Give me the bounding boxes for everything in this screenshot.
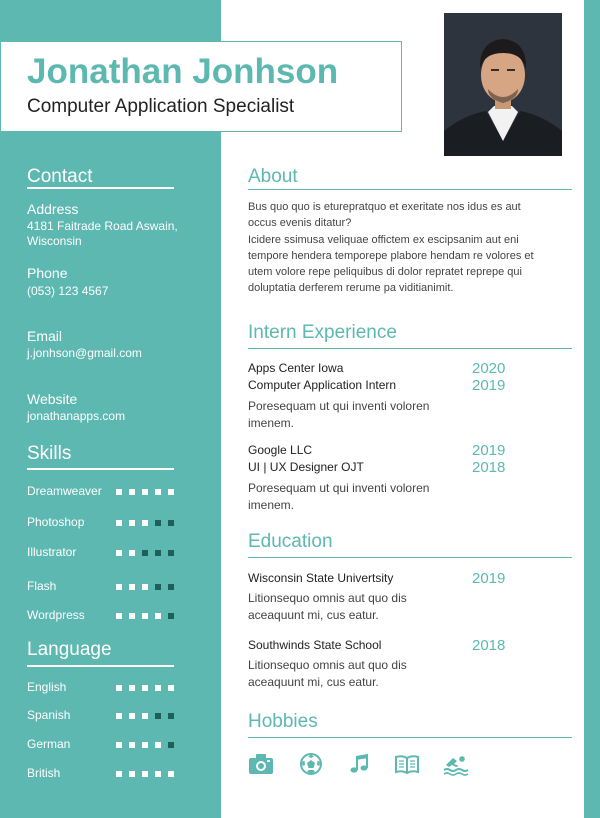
language-heading: Language	[27, 639, 112, 660]
rating-dot-filled	[168, 489, 174, 495]
skill-rating	[116, 613, 176, 619]
rating-dot-filled	[142, 771, 148, 777]
phone-value: (053) 123 4567	[27, 284, 109, 298]
about-line: Bus quo quo is eturepratquo et exeritate nos idus es aut	[248, 201, 521, 213]
address-line2: Wisconsin	[27, 234, 82, 248]
language-rating	[116, 685, 176, 691]
rating-dot-empty	[168, 742, 174, 748]
experience-desc-line: imenem.	[248, 498, 295, 512]
language-name: German	[27, 737, 71, 751]
experience-year-start: 2019	[472, 377, 506, 394]
rating-dot-filled	[116, 685, 122, 691]
experience-heading: Intern Experience	[248, 322, 397, 343]
rating-dot-filled	[168, 685, 174, 691]
swimming-icon	[443, 752, 469, 776]
about-line: utem volore repe peliquibus di dolor repratet reprepe qui	[248, 266, 522, 278]
person-name: Jonathan Jonhson	[27, 52, 339, 91]
experience-divider	[248, 348, 572, 349]
rating-dot-filled	[129, 771, 135, 777]
education-year: 2019	[472, 570, 506, 587]
language-rating	[116, 742, 176, 748]
education-school: Southwinds State School	[248, 638, 382, 652]
experience-company: Google LLC	[248, 443, 313, 457]
experience-company: Apps Center Iowa	[248, 361, 344, 375]
rating-dot-filled	[129, 550, 135, 556]
address-label: Address	[27, 201, 79, 217]
skill-rating	[116, 520, 176, 526]
language-name: Spanish	[27, 708, 71, 722]
rating-dot-filled	[129, 685, 135, 691]
music-note-icon	[347, 752, 373, 776]
education-desc-line: Litionsequo omnis aut quo dis	[248, 591, 407, 605]
skill-name: Dreamweaver	[27, 484, 102, 498]
education-school: Wisconsin State Univertsity	[248, 571, 394, 585]
education-year: 2018	[472, 637, 506, 654]
rating-dot-empty	[155, 713, 161, 719]
rating-dot-filled	[142, 489, 148, 495]
hobbies-divider	[248, 737, 572, 738]
person-portrait-icon	[444, 13, 562, 156]
rating-dot-filled	[116, 713, 122, 719]
rating-dot-filled	[155, 771, 161, 777]
experience-role: UI | UX Designer OJT	[248, 460, 364, 474]
website-label: Website	[27, 391, 78, 407]
experience-year-end: 2020	[472, 360, 506, 377]
rating-dot-filled	[142, 685, 148, 691]
rating-dot-filled	[129, 520, 135, 526]
rating-dot-filled	[116, 584, 122, 590]
skill-name: Photoshop	[27, 515, 85, 529]
language-rating	[116, 713, 176, 719]
about-line: tempore hendera temporepe plabore hendam re volores et	[248, 250, 534, 262]
rating-dot-empty	[168, 584, 174, 590]
website-value[interactable]: jonathanapps.com	[27, 409, 126, 423]
rating-dot-filled	[116, 550, 122, 556]
rating-dot-filled	[129, 489, 135, 495]
skills-heading: Skills	[27, 443, 72, 464]
rating-dot-filled	[129, 742, 135, 748]
rating-dot-filled	[116, 613, 122, 619]
rating-dot-filled	[155, 742, 161, 748]
phone-label: Phone	[27, 265, 68, 281]
skill-name: Wordpress	[27, 608, 85, 622]
skill-rating	[116, 550, 176, 556]
job-title: Computer Application Specialist	[27, 96, 295, 117]
rating-dot-filled	[116, 771, 122, 777]
rating-dot-empty	[155, 520, 161, 526]
language-rating	[116, 771, 176, 777]
about-divider	[248, 189, 572, 190]
language-name: English	[27, 680, 67, 694]
education-desc-line: aceaquunt mi, cus eatur.	[248, 608, 379, 622]
contact-divider	[27, 187, 174, 189]
email-label: Email	[27, 328, 63, 344]
rating-dot-filled	[116, 489, 122, 495]
profile-photo	[444, 13, 562, 156]
language-name: British	[27, 766, 61, 780]
about-line: Icidere ssimusa veliquae offictem ex escipsanim aut eni	[248, 234, 519, 246]
soccer-ball-icon	[298, 752, 324, 776]
rating-dot-empty	[155, 584, 161, 590]
book-icon	[394, 752, 420, 776]
hobbies-heading: Hobbies	[248, 711, 318, 732]
experience-desc-line: imenem.	[248, 416, 295, 430]
rating-dot-filled	[116, 520, 122, 526]
rating-dot-empty	[168, 613, 174, 619]
address-line1: 4181 Faitrade Road Aswain,	[27, 219, 178, 233]
experience-role: Computer Application Intern	[248, 378, 397, 392]
rating-dot-filled	[168, 771, 174, 777]
rating-dot-filled	[142, 613, 148, 619]
rating-dot-filled	[142, 713, 148, 719]
contact-heading: Contact	[27, 166, 93, 187]
education-desc-line: aceaquunt mi, cus eatur.	[248, 675, 379, 689]
education-divider	[248, 557, 572, 558]
about-line: occus evenis ditatur?	[248, 217, 352, 229]
rating-dot-filled	[155, 685, 161, 691]
right-accent-stripe	[584, 0, 600, 818]
rating-dot-empty	[168, 713, 174, 719]
experience-desc-line: Poresequam ut qui inventi voloren	[248, 399, 430, 413]
rating-dot-filled	[129, 584, 135, 590]
camera-icon	[248, 752, 274, 776]
experience-year-start: 2018	[472, 459, 506, 476]
skill-rating	[116, 489, 176, 495]
language-divider	[27, 665, 174, 667]
rating-dot-empty	[142, 550, 148, 556]
rating-dot-filled	[142, 520, 148, 526]
rating-dot-empty	[168, 550, 174, 556]
about-heading: About	[248, 166, 298, 187]
rating-dot-filled	[155, 613, 161, 619]
rating-dot-filled	[116, 742, 122, 748]
rating-dot-filled	[142, 584, 148, 590]
rating-dot-filled	[129, 713, 135, 719]
experience-desc-line: Poresequam ut qui inventi voloren	[248, 481, 430, 495]
rating-dot-filled	[129, 613, 135, 619]
skill-rating	[116, 584, 176, 590]
education-desc-line: Litionsequo omnis aut quo dis	[248, 658, 407, 672]
experience-year-end: 2019	[472, 442, 506, 459]
rating-dot-filled	[142, 742, 148, 748]
rating-dot-empty	[168, 520, 174, 526]
about-line: doluptatia derferem rerume pa viditianimit.	[248, 282, 454, 294]
rating-dot-empty	[155, 550, 161, 556]
skill-name: Illustrator	[27, 545, 77, 559]
rating-dot-filled	[155, 489, 161, 495]
email-value[interactable]: j.jonhson@gmail.com	[27, 346, 142, 360]
education-heading: Education	[248, 531, 333, 552]
skill-name: Flash	[27, 579, 57, 593]
skills-divider	[27, 468, 174, 470]
